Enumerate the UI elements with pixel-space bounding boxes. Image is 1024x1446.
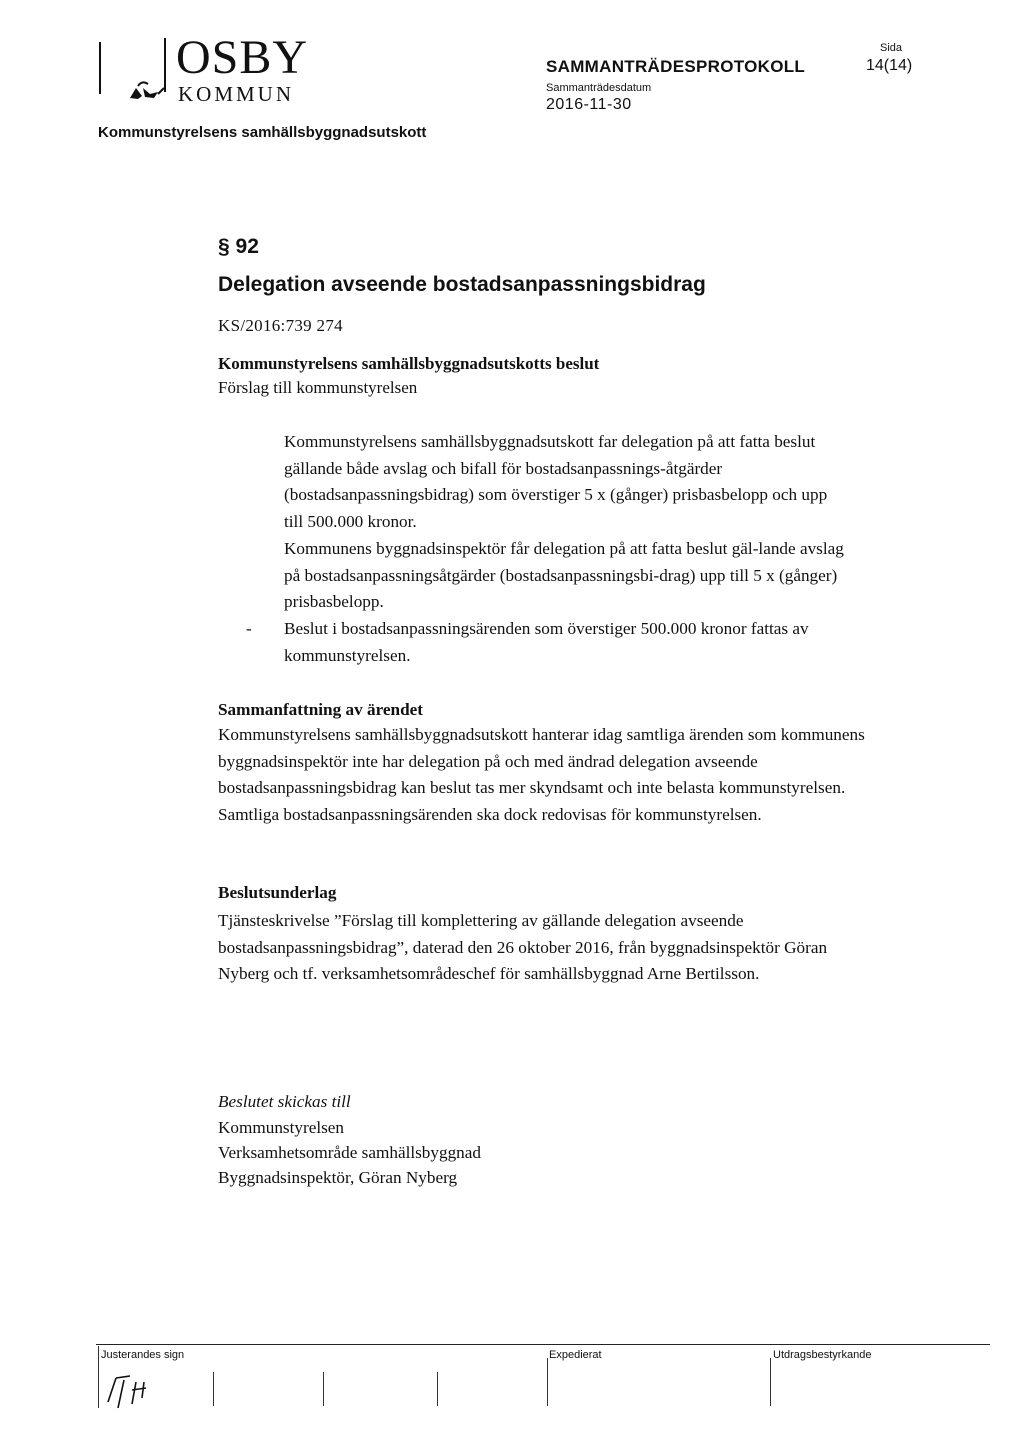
logo-wordmark-osby: OSBY: [176, 31, 309, 84]
signature-field-separator: [323, 1372, 324, 1406]
basis-text: Tjänsteskrivelse ”Förslag till komplettering av gällande delegation avseende bostadsanpassningsbidrag”, daterad den 26 oktober 2016, från byggnadsinspektör Göran Nyberg och tf. verksamhetsområdeschef för samhällsbyggnad Arne Bertilsson.: [218, 911, 828, 984]
committee-name: Kommunstyrelsens samhällsbyggnadsutskott: [98, 124, 427, 141]
decision-heading: Kommunstyrelsens samhällsbyggnadsutskotts beslut: [218, 354, 600, 373]
basis-heading: Beslutsunderlag: [218, 883, 337, 902]
logo-wordmark-kommun: KOMMUN: [178, 82, 295, 106]
case-number: KS/2016:739 274: [218, 316, 343, 335]
meeting-date-label: Sammanträdesdatum: [546, 82, 652, 94]
summary-text: Kommunstyrelsens samhällsbyggnadsutskott hanterar idag samtliga ärenden som kommunens byggnadsinspektör inte har delegation på och med ändrad delegation avseende bostadsanpassningsbidrag kan beslut tas mer skyndsamt och inte belasta kommunstyrelsen. Samtliga bostadsanpassningsärenden ska dock redovisas för kommunstyrelsen.: [218, 725, 865, 824]
recipient-item: Byggnadsinspektör, Göran Nyberg: [218, 1168, 458, 1187]
signature-field-separator: [547, 1358, 548, 1406]
document-type: SAMMANTRÄDESPROTOKOLL: [546, 57, 806, 76]
dispatched-label: Expedierat: [549, 1349, 602, 1361]
signature-field-separator: [213, 1372, 214, 1406]
decision-subheading: Förslag till kommunstyrelsen: [218, 378, 418, 397]
recipient-item: Kommunstyrelsen: [218, 1118, 345, 1137]
page-label: Sida: [880, 42, 903, 54]
footer-divider: [98, 1346, 99, 1408]
recipients-heading: Beslutet skickas till: [218, 1092, 351, 1111]
section-title: Delegation avseende bostadsanpassningsbidrag: [218, 273, 706, 296]
footer-divider: [96, 1344, 990, 1345]
signature-field-separator: [770, 1358, 771, 1406]
decision-item: Kommunstyrelsens samhällsbyggnadsutskott far delegation på att fatta beslut gällande både avslag och bifall för bostadsanpassnings-åtgärder (bostadsanpassningsbidrag) som överstiger 5 x (gånger) prisbasbelopp och upp till 500.000 kronor.: [284, 432, 828, 531]
summary-heading: Sammanfattning av ärendet: [218, 700, 423, 719]
extract-certification-label: Utdragsbestyrkande: [773, 1349, 872, 1361]
meeting-date-value: 2016-11-30: [546, 96, 632, 113]
signature-field-separator: [437, 1372, 438, 1406]
decision-item: Beslut i bostadsanpassningsärenden som överstiger 500.000 kronor fattas av kommunstyrelsen.: [284, 619, 809, 665]
paragraph-number: § 92: [218, 235, 259, 258]
recipient-item: Verksamhetsområde samhällsbyggnad: [218, 1143, 481, 1162]
logo-emblem-icon: [98, 36, 178, 106]
page-number: 14(14): [866, 57, 913, 74]
handwritten-signature: [102, 1368, 192, 1412]
list-dash: -: [246, 619, 252, 638]
decision-item: Kommunens byggnadsinspektör får delegation på att fatta beslut gäl-lande avslag på bostadsanpassningsåtgärder (bostadsanpassningsbi-drag) upp till 5 x (gånger) prisbasbelopp.: [284, 539, 844, 612]
adjuster-sign-label: Justerandes sign: [101, 1349, 185, 1361]
